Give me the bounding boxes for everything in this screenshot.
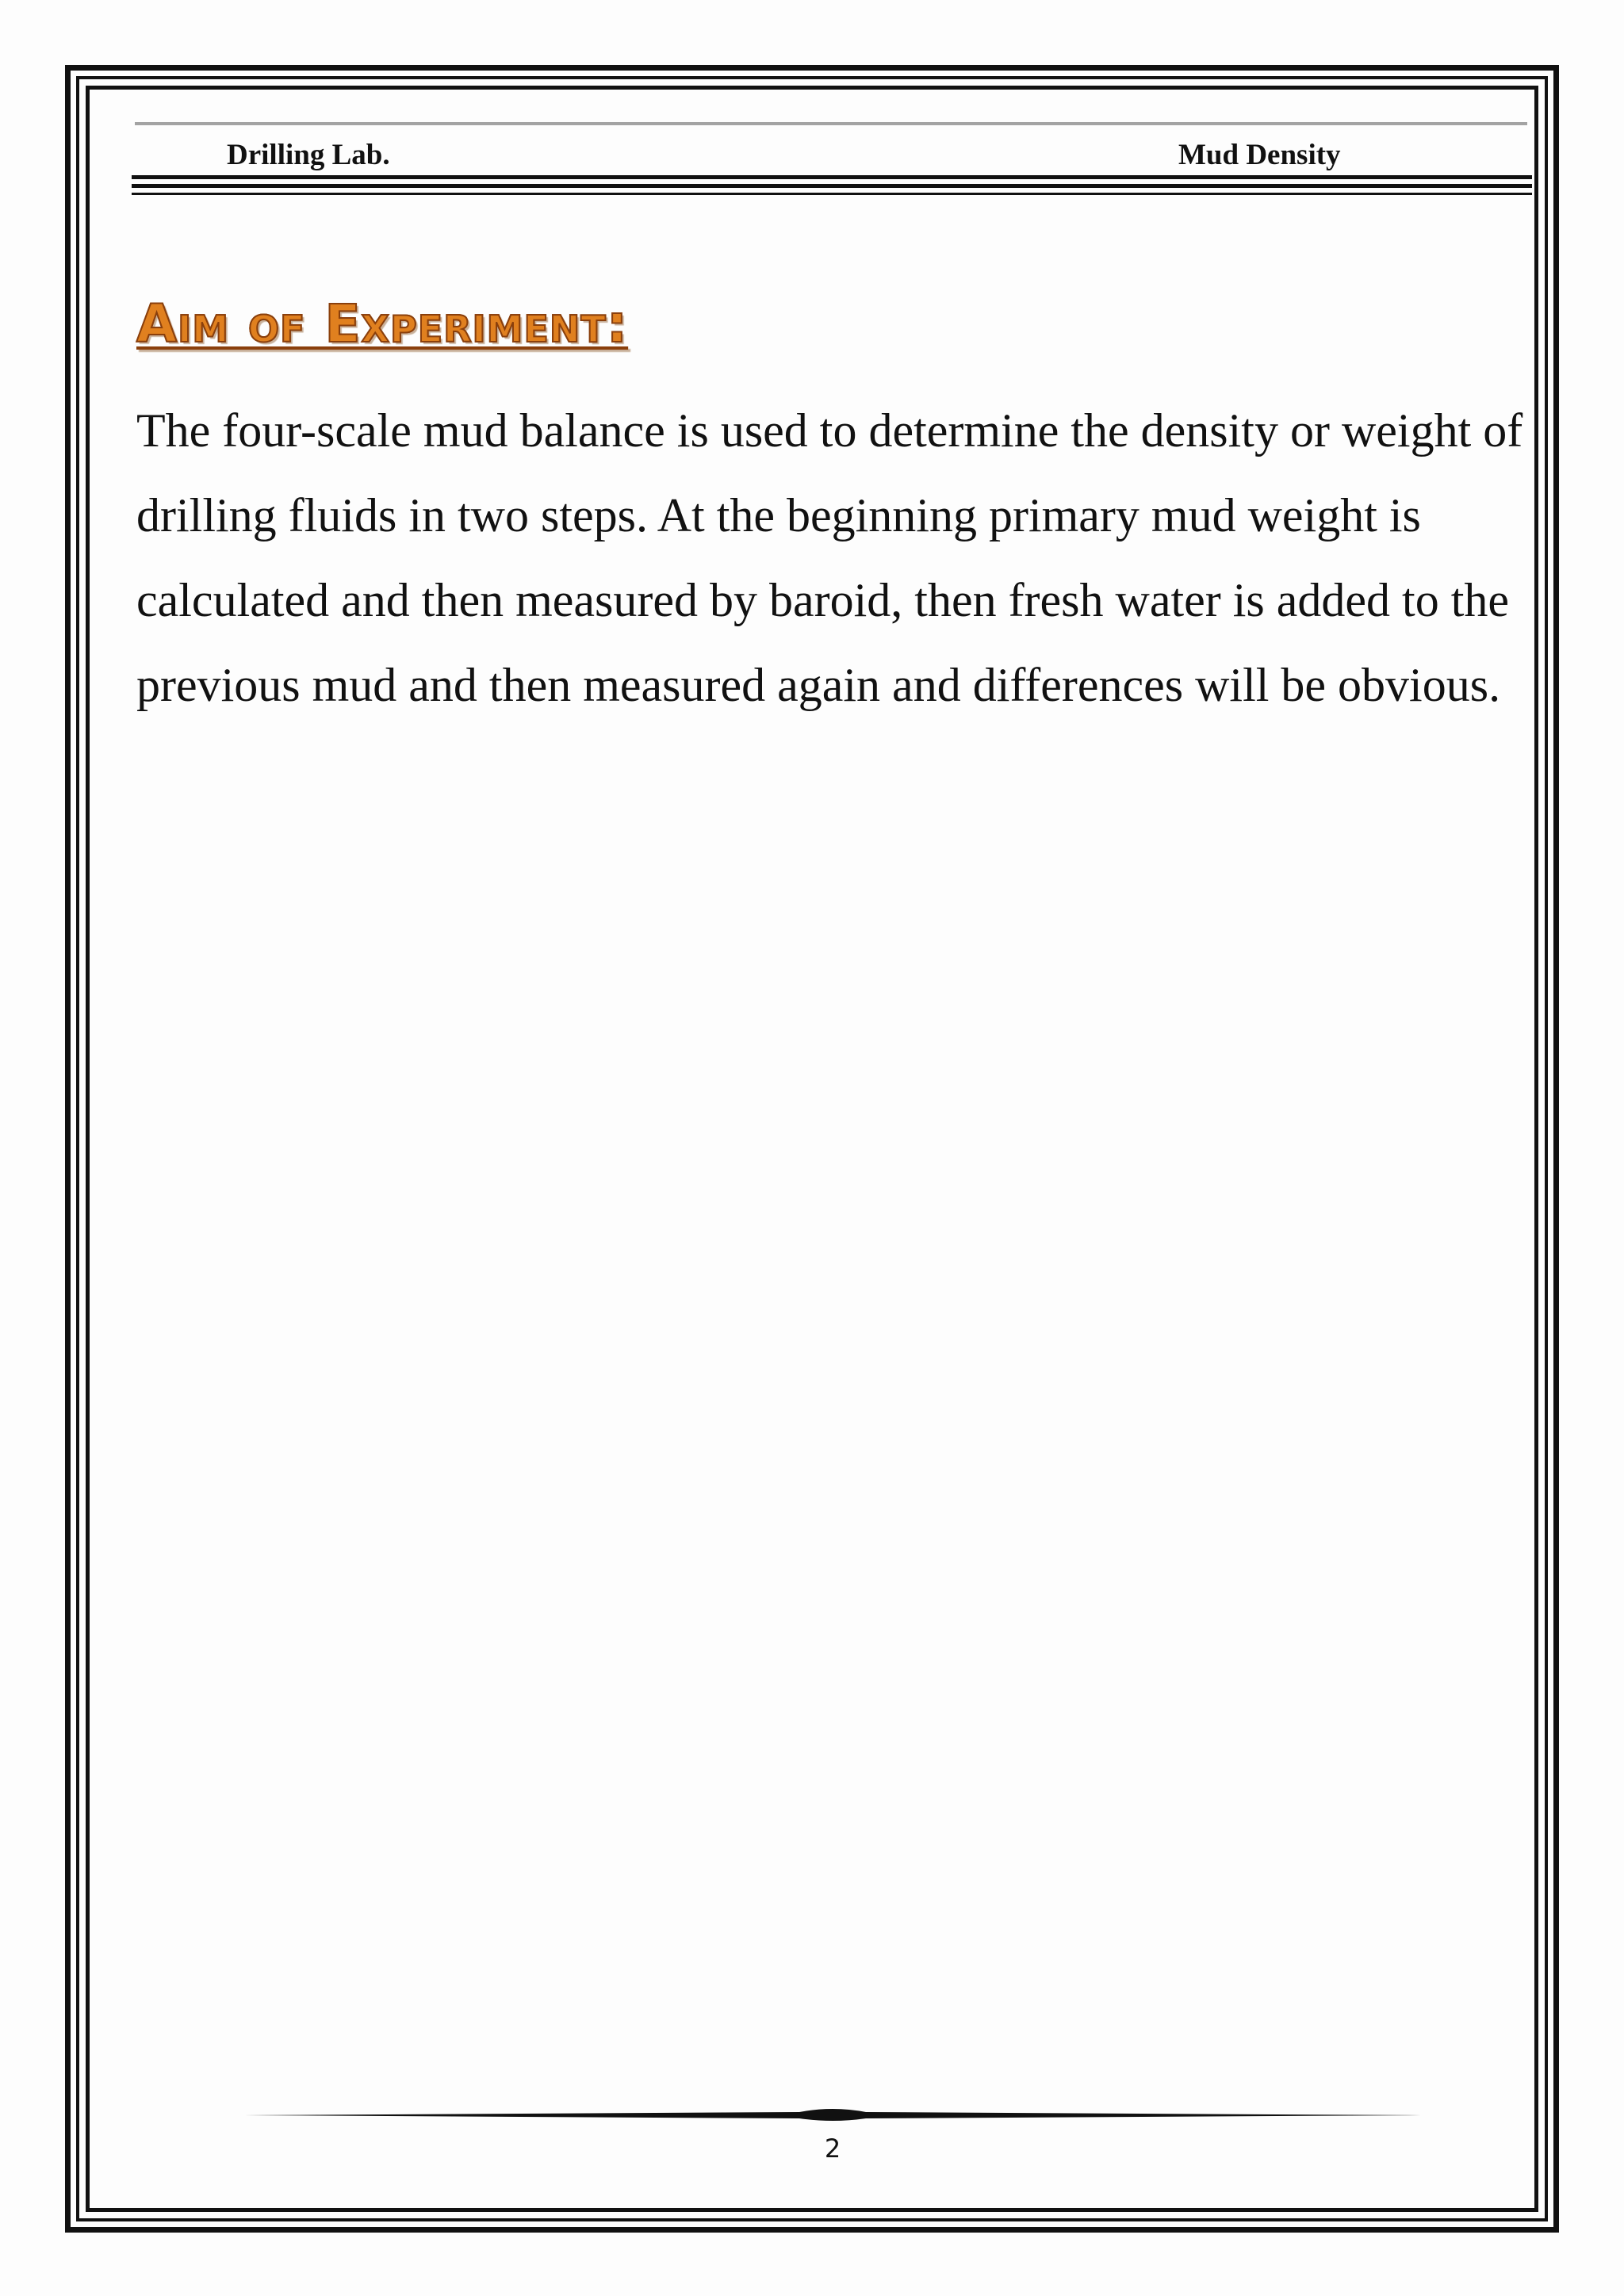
page-number: 2 [824,2133,841,2164]
body-paragraph: The four-scale mud balance is used to determine the density or weight of drilling fluids in two steps. At the beginning primary mud weight is calculated and then measured by baroid, then fresh water is added to the previous mud and then measured again and differences will be obvious. [136,404,1523,711]
header-rule [132,184,1532,188]
header-rule [132,193,1532,195]
header-rule [132,175,1532,179]
header-topic-title: Mud Density [1178,139,1341,171]
section-heading: Aim of Experiment: [136,293,629,354]
footer-divider-ornament [244,2103,1421,2126]
header-top-line [135,122,1527,125]
header-course-title: Drilling Lab. [227,139,390,171]
